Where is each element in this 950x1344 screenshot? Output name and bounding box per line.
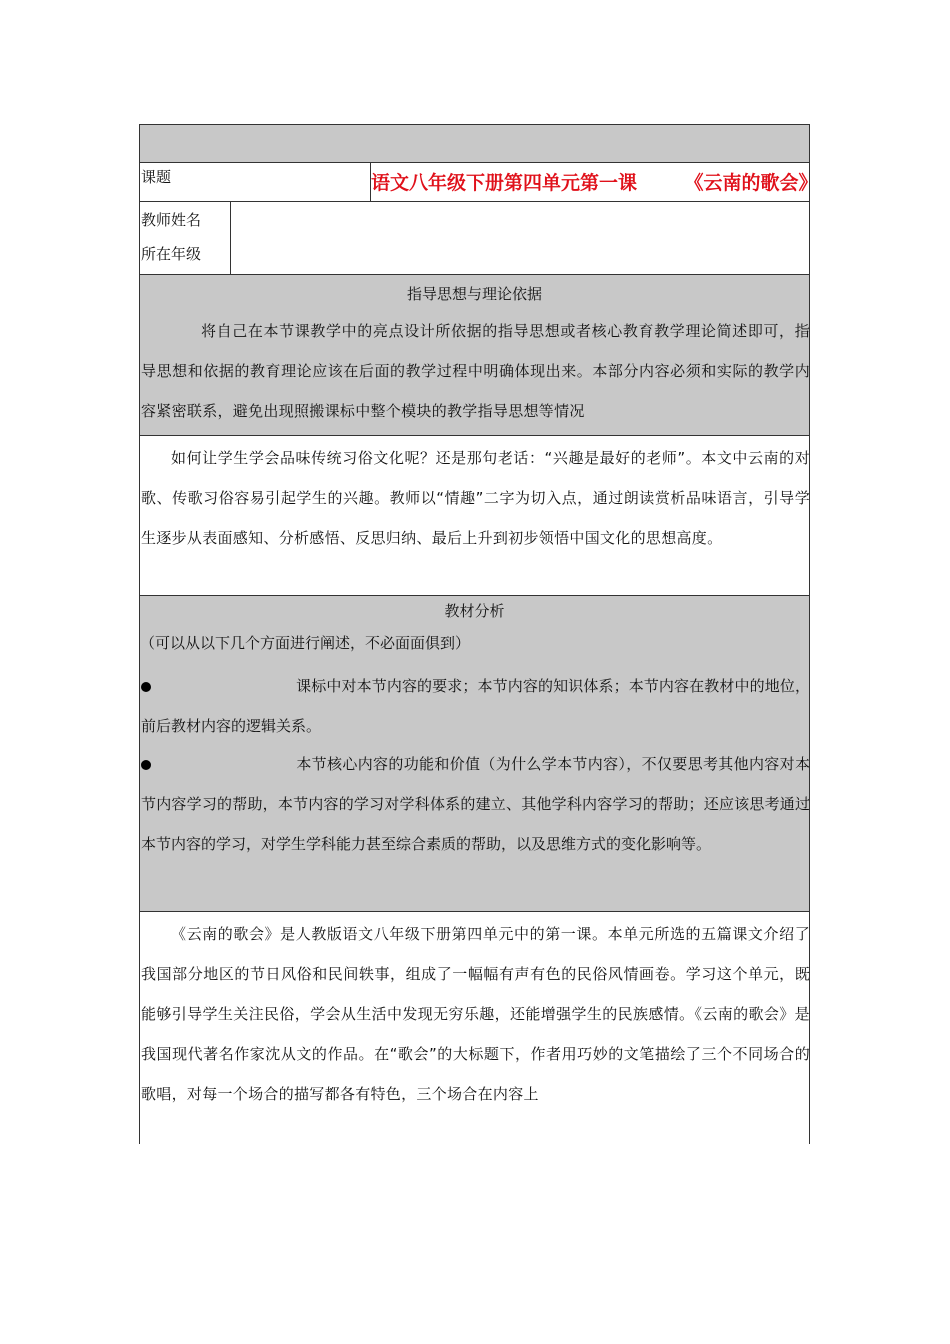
material-section	[140, 596, 809, 912]
guidance-content: 如何让学生学会品味传统习俗文化呢？还是那句老话：“兴趣是最好的老师”。本文中云南的对歌、传歌习俗容易引起学生的兴趣。教师以“情趣”二字为切入点，通过朗读赏析品味语言，引导学生逐步从表面感知、分析感悟、反思归纳、最后上升到初步领悟中国文化的思想高度。	[141, 449, 810, 547]
bullet-dot-icon	[141, 760, 151, 770]
material-heading: 教材分析	[444, 602, 505, 620]
lesson-plan-table	[139, 124, 818, 1144]
grade-label: 所在年级	[141, 245, 202, 263]
teacher-label: 教师姓名	[141, 211, 202, 229]
bullet-dot-icon	[141, 682, 151, 692]
bullet-text-2: 本节核心内容的功能和价值（为什么学本节内容），不仅要思考其他内容对本节内容学习的帮助，本节内容的学习对学科体系的建立、其他学科内容学习的帮助；还应该思考通过本节内容的学习，对学生学科能力甚至综合素质的帮助，以及思维方式的变化影响等。	[141, 755, 810, 853]
bullet-item-1	[140, 666, 811, 746]
guidance-section	[140, 275, 809, 436]
material-content-section	[140, 912, 809, 1145]
teacher-grade-row	[140, 202, 809, 275]
guidance-content-section	[140, 436, 809, 596]
column-divider	[230, 202, 231, 275]
guidance-heading: 指导思想与理论依据	[406, 285, 542, 303]
topic-row	[140, 163, 818, 202]
topic-label: 课题	[141, 168, 172, 186]
topic-value: 语文八年级下册第四单元第一课 《云南的歌会》	[370, 163, 810, 201]
material-note: （可以从以下几个方面进行阐述，不必面面俱到）	[140, 634, 471, 652]
material-content: 《云南的歌会》是人教版语文八年级下册第四单元中的第一课。本单元所选的五篇课文介绍了我国部分地区的节日风俗和民间轶事，组成了一幅幅有声有色的民俗风情画卷。学习这个单元，既能够引导学生关注民俗，学会从生活中发现无穷乐趣，还能增强学生的民族感情。《云南的歌会》是我国现代著名作家沈从文的作品。在“歌会”的大标题下，作者用巧妙的文笔描绘了三个不同场合的歌唱，对每一个场合的描写都各有特色，三个场合在内容上	[141, 925, 810, 1103]
table-header-row	[140, 125, 809, 163]
bullet-text-1: 课标中对本节内容的要求；本节内容的知识体系；本节内容在教材中的地位，前后教材内容的逻辑关系。	[141, 677, 810, 735]
bullet-item-2	[140, 744, 811, 864]
guidance-instruction: 将自己在本节课教学中的亮点设计所依据的指导思想或者核心教育教学理论简述即可，指导思想和依据的教育理论应该在后面的教学过程中明确体现出来。本部分内容必须和实际的教学内容紧密联系，避免出现照搬课标中整个模块的教学指导思想等情况	[141, 322, 810, 420]
